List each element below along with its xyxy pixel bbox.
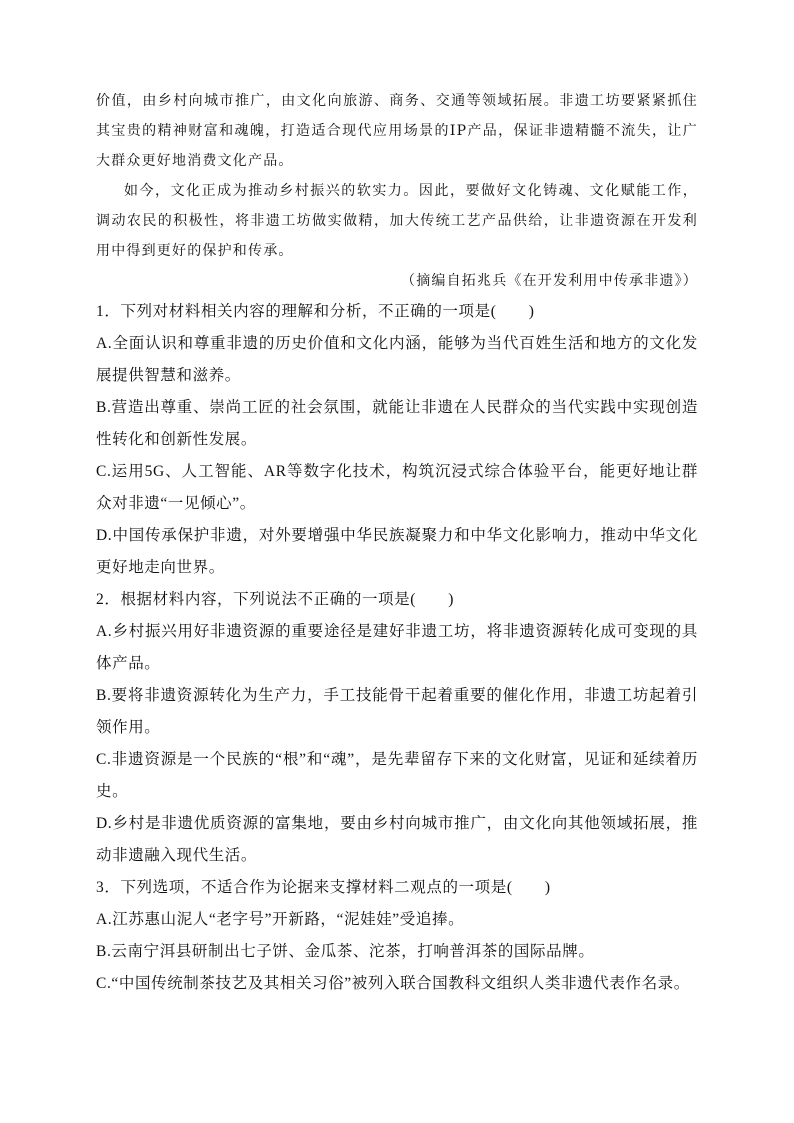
option-c: C.运用5G、人工智能、AR等数字化技术，构筑沉浸式综合体验平台，能更好地让群众对非遗“一见倾心”。 (96, 463, 698, 512)
option-a: A.全面认识和尊重非遗的历史价值和文化内涵，能够为当代百姓生活和地方的文化发展提供智慧和滋养。 (96, 335, 698, 384)
option-a: A.乡村振兴用好非遗资源的重要途径是建好非遗工坊，将非遗资源转化成可变现的具体产品。 (96, 623, 698, 672)
question-stem: 3．下列选项，不适合作为论据来支撑材料二观点的一项是( ) (96, 879, 551, 896)
question-2 (96, 584, 698, 872)
material-source: （摘编自拓兆兵《在开发利用中传承非遗》） (401, 273, 698, 289)
question-stem: 1．下列对材料相关内容的理解和分析，不正确的一项是( ) (96, 303, 535, 320)
material-paragraph: 价值，由乡村向城市推广，由文化向旅游、商务、交通等领域拓展。非遗工坊要紧紧抓住其宝贵的精神财富和魂魄，打造适合现代应用场景的IP产品，保证非遗精髓不流失，让广大群众更好地消费文化产品。 (96, 93, 698, 169)
option-c: C.非遗资源是一个民族的“根”和“魂”，是先辈留存下来的文化财富，见证和延续着历史。 (96, 751, 698, 800)
option-d: D.中国传承保护非遗，对外要增强中华民族凝聚力和中华文化影响力，推动中华文化更好地走向世界。 (96, 527, 698, 576)
option-b: B.云南宁洱县研制出七子饼、金瓜茶、沱茶，打响普洱茶的国际品牌。 (96, 943, 595, 960)
question-1 (96, 296, 698, 584)
material-paragraph: 如今，文化正成为推动乡村振兴的软实力。因此，要做好文化铸魂、文化赋能工作，调动农民的积极性，将非遗工坊做实做精，加大传统工艺产品供给，让非遗资源在开发利用中得到更好的保护和传承。 (96, 183, 698, 259)
option-c: C.“中国传统制茶技艺及其相关习俗”被列入联合国教科文组织人类非遗代表作名录。 (96, 975, 690, 992)
option-d: D.乡村是非遗优质资源的富集地，要由乡村向城市推广，由文化向其他领域拓展，推动非遗融入现代生活。 (96, 815, 698, 864)
question-3 (96, 872, 698, 1000)
option-a: A.江苏惠山泥人“老字号”开新路，“泥娃娃”受追捧。 (96, 911, 465, 928)
question-stem: 2．根据材料内容，下列说法不正确的一项是( ) (96, 591, 454, 608)
material-passage (96, 86, 698, 296)
option-b: B.要将非遗资源转化为生产力，手工技能骨干起着重要的催化作用，非遗工坊起着引领作用。 (96, 687, 698, 736)
option-b: B.营造出尊重、崇尚工匠的社会氛围，就能让非遗在人民群众的当代实践中实现创造性转化和创新性发展。 (96, 399, 698, 448)
